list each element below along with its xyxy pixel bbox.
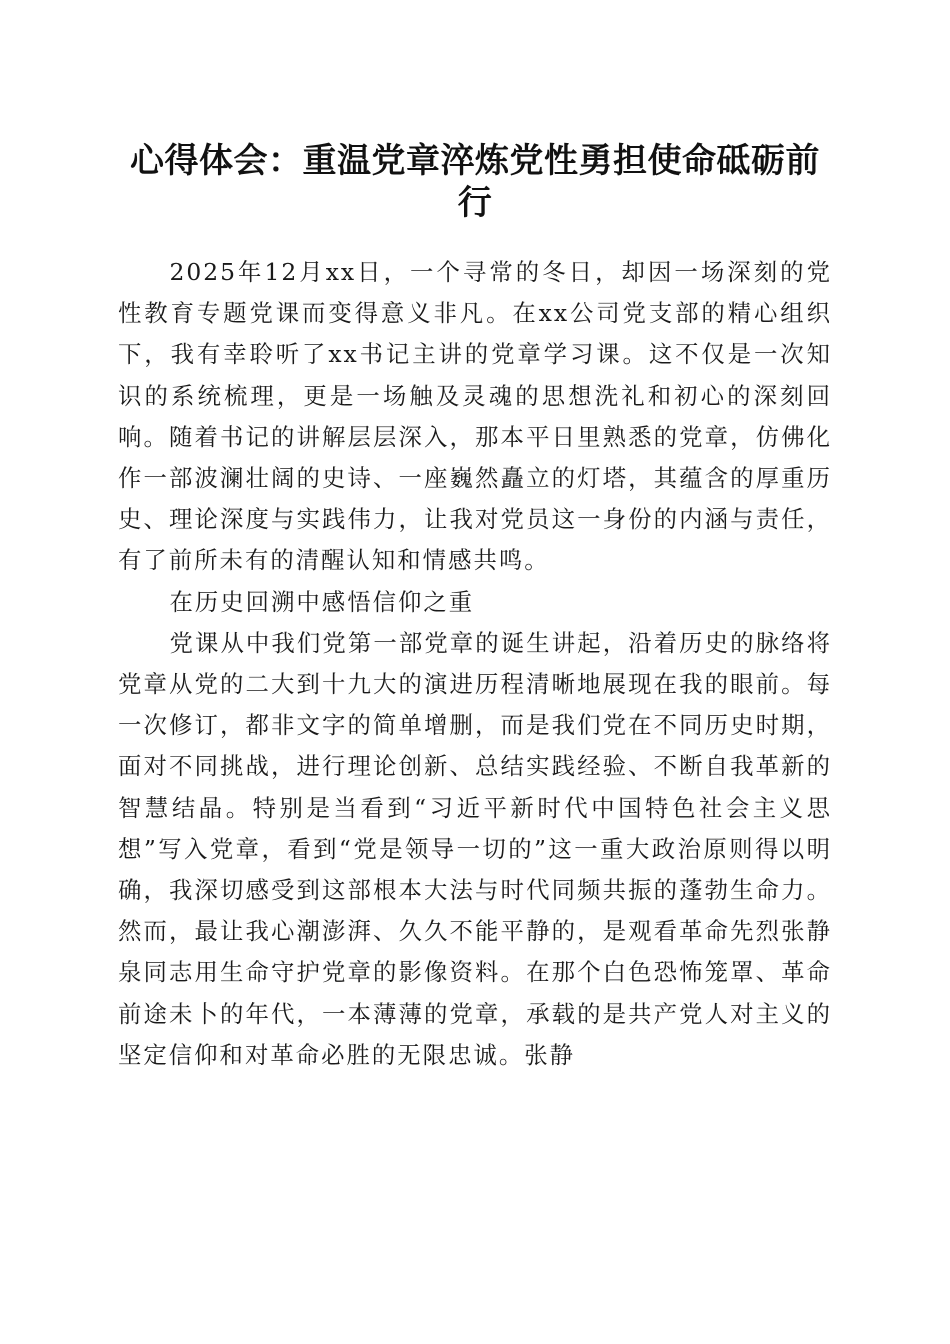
paragraph-history: 党课从中我们党第一部党章的诞生讲起，沿着历史的脉络将党章从党的二大到十九大的演进历程清晰地展现在我的眼前。每一次修订，都非文字的简单增删，而是我们党在不同历史时期，面对不同挑战，进行理论创新、总结实践经验、不断自我革新的智慧结晶。特别是当看到“习近平新时代中国特色社会主义思想”写入党章，看到“党是领导一切的”这一重大政治原则得以明确，我深切感受到这部根本大法与时代同频共振的蓬勃生命力。然而，最让我心潮澎湃、久久不能平静的，是观看革命先烈张静泉同志用生命守护党章的影像资料。在那个白色恐怖笼罩、革命前途未卜的年代，一本薄薄的党章，承载的是共产党人对主义的坚定信仰和对革命必胜的无限忠诚。张静 [118, 628, 832, 1069]
document-title: 心得体会：重温党章淬炼党性勇担使命砥砺前行 [130, 141, 820, 223]
section-heading: 在历史回溯中感悟信仰之重 [169, 587, 475, 616]
document-body [118, 252, 832, 1076]
paragraph-intro: 2025年12月xx日，一个寻常的冬日，却因一场深刻的党性教育专题党课而变得意义非凡。在xx公司党支部的精心组织下，我有幸聆听了xx书记主讲的党章学习课。这不仅是一次知识的系统梳理，更是一场触及灵魂的思想洗礼和初心的深刻回响。随着书记的讲解层层深入，那本平日里熟悉的党章，仿佛化作一部波澜壮阔的史诗、一座巍然矗立的灯塔，其蕴含的厚重历史、理论深度与实践伟力，让我对党员这一身份的内涵与责任，有了前所未有的清醒认知和情感共鸣。 [118, 258, 832, 575]
